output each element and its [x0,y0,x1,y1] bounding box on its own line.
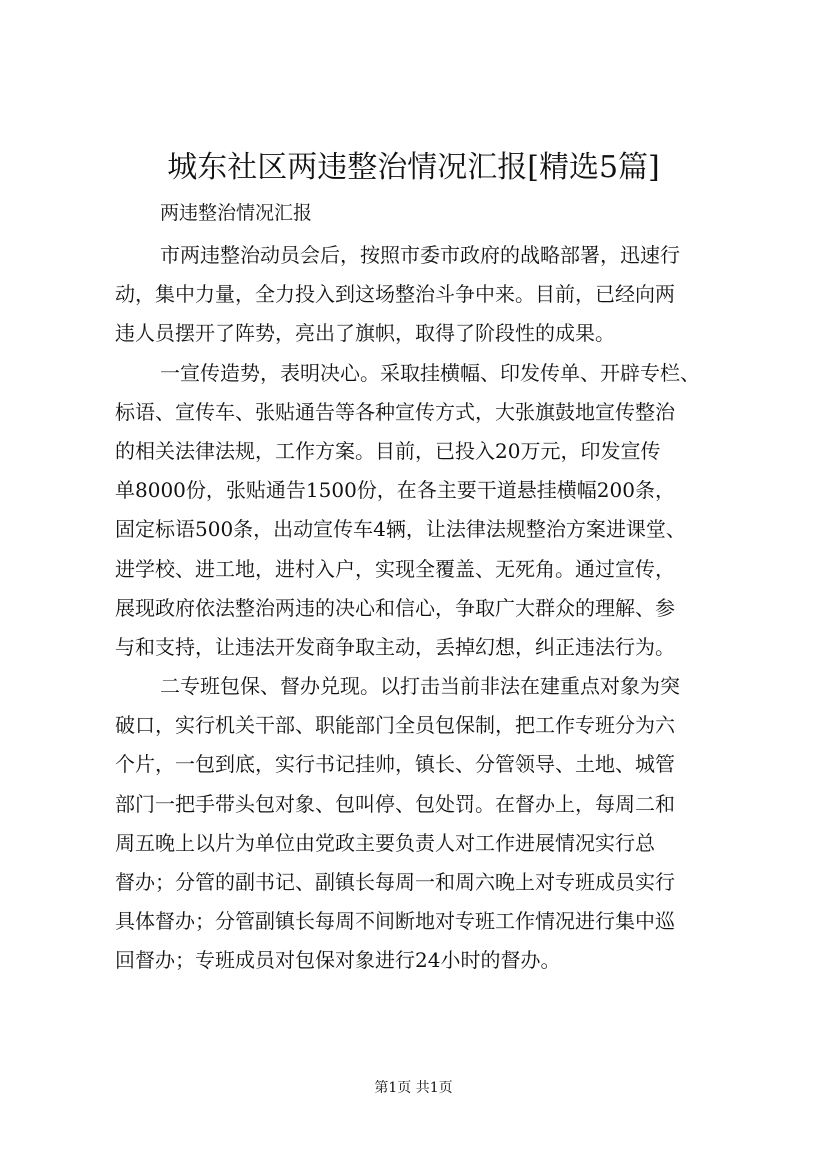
text-line: 二专班包保、督办兑现。以打击当前非法在建重点对象为突 [160,674,680,699]
text-line: 进学校、进工地，进村入户，实现全覆盖、无死角。通过宣传， [115,556,675,581]
document-body [115,236,740,981]
text-line: 单8000份，张贴通告1500份，在各主要干道悬挂横幅200条， [115,478,675,503]
paragraph-supervision [115,667,740,981]
text-line: 动，集中力量，全力投入到这场整治斗争中来。目前，已经向两 [115,282,675,307]
text-line: 具体督办；分管副镇长每周不间断地对专班工作情况进行集中巡 [115,909,675,934]
text-line: 市两违整治动员会后，按照市委市政府的战略部署，迅速行 [160,243,680,267]
text-line: 个片，一包到底，实行书记挂帅，镇长、分管领导、土地、城管 [115,752,675,777]
text-line: 回督办；专班成员对包保对象进行24小时的督办。 [115,948,561,973]
paragraph-publicity [115,354,740,668]
text-line: 的相关法律法规，工作方案。目前，已投入20万元，印发宣传 [115,438,661,463]
paragraph-intro [115,236,740,354]
text-line: 标语、宣传车、张贴通告等各种宣传方式，大张旗鼓地宣传整治 [115,399,675,424]
text-line: 部门一把手带头包对象、包叫停、包处罚。在督办上，每周二和 [115,791,675,816]
text-line: 违人员摆开了阵势，亮出了旗帜，取得了阶段性的成果。 [115,321,615,346]
text-line: 展现政府依法整治两违的决心和信心，争取广大群众的理解、参 [115,595,675,620]
page-footer: 第1页 共1页 [374,1080,453,1096]
text-line: 与和支持，让违法开发商争取主动，丢掉幻想，纠正违法行为。 [115,634,675,659]
text-line: 一宣传造势，表明决心。采取挂横幅、印发传单、开辟专栏、 [160,360,700,385]
text-line: 督办；分管的副书记、副镇长每周一和周六晚上对专班成员实行 [115,870,675,894]
text-line: 固定标语500条，出动宣传车4辆，让法律法规整治方案进课堂、 [115,517,686,542]
document-subtitle: 两违整治情况汇报 [160,202,313,224]
text-line: 破口，实行机关干部、职能部门全员包保制，把工作专班分为六 [115,713,675,738]
text-line: 周五晚上以片为单位由党政主要负责人对工作进展情况实行总 [115,830,655,855]
document-title: 城东社区两违整治情况汇报[精选5篇] [167,150,660,185]
